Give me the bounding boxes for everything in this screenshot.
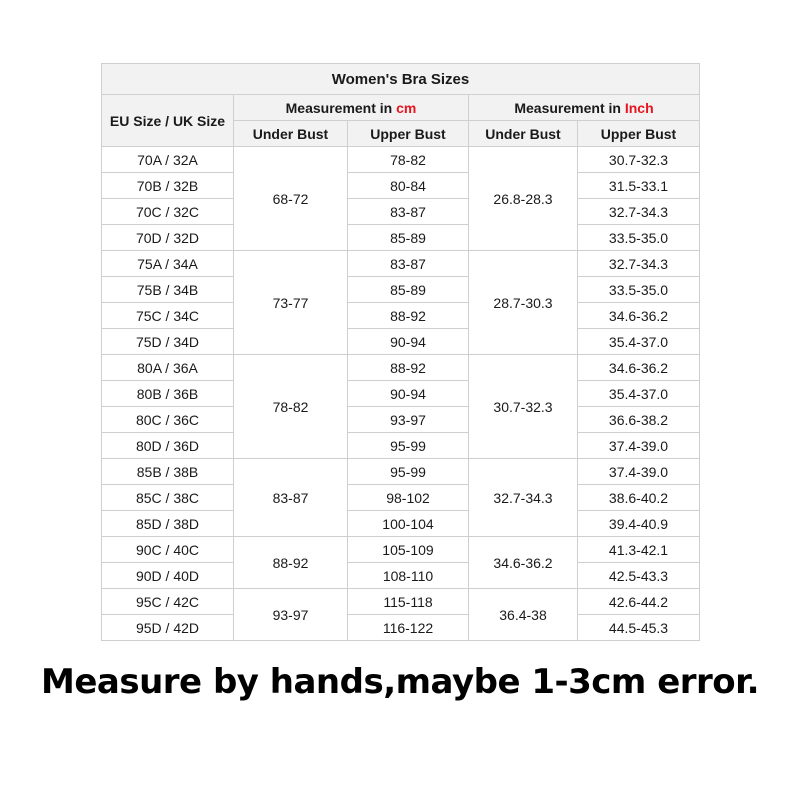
under-bust-inch-cell: 28.7-30.3 xyxy=(469,251,578,355)
size-cell: 70A / 32A xyxy=(102,147,234,173)
upper-bust-inch-cell: 30.7-32.3 xyxy=(578,147,700,173)
upper-bust-cm-cell: 83-87 xyxy=(348,199,469,225)
table-row xyxy=(102,615,700,641)
table-row xyxy=(102,329,700,355)
under-bust-inch-cell: 30.7-32.3 xyxy=(469,355,578,459)
upper-bust-inch-cell: 35.4-37.0 xyxy=(578,381,700,407)
size-cell: 75C / 34C xyxy=(102,303,234,329)
under-bust-inch-cell: 26.8-28.3 xyxy=(469,147,578,251)
upper-bust-inch-cell: 32.7-34.3 xyxy=(578,199,700,225)
under-bust-cm-cell: 73-77 xyxy=(234,251,348,355)
upper-bust-inch-cell: 38.6-40.2 xyxy=(578,485,700,511)
under-bust-cm-cell: 68-72 xyxy=(234,147,348,251)
upper-bust-inch-cell: 42.6-44.2 xyxy=(578,589,700,615)
upper-bust-inch-cell: 37.4-39.0 xyxy=(578,433,700,459)
upper-bust-inch-cell: 35.4-37.0 xyxy=(578,329,700,355)
upper-bust-inch-header: Upper Bust xyxy=(578,121,700,147)
cm-unit-label: cm xyxy=(396,99,417,116)
cm-group-header xyxy=(234,95,469,121)
table-row xyxy=(102,407,700,433)
measurement-note: Measure by hands,maybe 1-3cm error. xyxy=(41,662,759,702)
upper-bust-cm-cell: 85-89 xyxy=(348,277,469,303)
upper-bust-cm-cell: 90-94 xyxy=(348,329,469,355)
upper-bust-inch-cell: 32.7-34.3 xyxy=(578,251,700,277)
cm-group-prefix: Measurement in xyxy=(285,99,397,116)
upper-bust-inch-cell: 42.5-43.3 xyxy=(578,563,700,589)
size-cell: 80B / 36B xyxy=(102,381,234,407)
inch-unit-label: Inch xyxy=(624,99,654,116)
under-bust-cm-cell: 93-97 xyxy=(234,589,348,641)
table-row xyxy=(102,225,700,251)
table-row xyxy=(102,381,700,407)
upper-bust-cm-cell: 98-102 xyxy=(348,485,469,511)
size-cell: 85D / 38D xyxy=(102,511,234,537)
inch-group-header xyxy=(469,95,700,121)
size-cell: 85C / 38C xyxy=(102,485,234,511)
size-header: EU Size / UK Size xyxy=(102,95,234,147)
under-bust-cm-cell: 88-92 xyxy=(234,537,348,589)
upper-bust-cm-cell: 105-109 xyxy=(348,537,469,563)
upper-bust-inch-cell: 31.5-33.1 xyxy=(578,173,700,199)
under-bust-inch-cell: 32.7-34.3 xyxy=(469,459,578,537)
size-cell: 80A / 36A xyxy=(102,355,234,381)
upper-bust-cm-cell: 85-89 xyxy=(348,225,469,251)
under-bust-inch-cell: 36.4-38 xyxy=(469,589,578,641)
size-cell: 70B / 32B xyxy=(102,173,234,199)
size-cell: 70C / 32C xyxy=(102,199,234,225)
table-row xyxy=(102,433,700,459)
size-cell: 95C / 42C xyxy=(102,589,234,615)
under-bust-cm-cell: 83-87 xyxy=(234,459,348,537)
upper-bust-cm-cell: 95-99 xyxy=(348,459,469,485)
size-cell: 95D / 42D xyxy=(102,615,234,641)
upper-bust-cm-cell: 90-94 xyxy=(348,381,469,407)
size-cell: 75A / 34A xyxy=(102,251,234,277)
table-row xyxy=(102,485,700,511)
upper-bust-cm-cell: 88-92 xyxy=(348,303,469,329)
upper-bust-cm-header: Upper Bust xyxy=(348,121,469,147)
size-cell: 75B / 34B xyxy=(102,277,234,303)
table-row xyxy=(102,537,700,563)
table-row xyxy=(102,199,700,225)
table-row xyxy=(102,355,700,381)
upper-bust-cm-cell: 100-104 xyxy=(348,511,469,537)
size-cell: 80D / 36D xyxy=(102,433,234,459)
upper-bust-cm-cell: 108-110 xyxy=(348,563,469,589)
upper-bust-cm-cell: 93-97 xyxy=(348,407,469,433)
inch-group-prefix: Measurement in xyxy=(514,99,625,116)
upper-bust-cm-cell: 116-122 xyxy=(348,615,469,641)
upper-bust-inch-cell: 37.4-39.0 xyxy=(578,459,700,485)
upper-bust-cm-cell: 88-92 xyxy=(348,355,469,381)
under-bust-cm-cell: 78-82 xyxy=(234,355,348,459)
upper-bust-inch-cell: 36.6-38.2 xyxy=(578,407,700,433)
upper-bust-cm-cell: 83-87 xyxy=(348,251,469,277)
size-cell: 85B / 38B xyxy=(102,459,234,485)
table-row xyxy=(102,173,700,199)
size-table-body xyxy=(102,147,700,641)
table-row xyxy=(102,511,700,537)
upper-bust-cm-cell: 80-84 xyxy=(348,173,469,199)
table-row xyxy=(102,147,700,173)
size-cell: 75D / 34D xyxy=(102,329,234,355)
table-row xyxy=(102,277,700,303)
upper-bust-inch-cell: 33.5-35.0 xyxy=(578,277,700,303)
table-row xyxy=(102,459,700,485)
table-row xyxy=(102,303,700,329)
upper-bust-inch-cell: 44.5-45.3 xyxy=(578,615,700,641)
size-cell: 90D / 40D xyxy=(102,563,234,589)
table-title: Women's Bra Sizes xyxy=(102,64,700,95)
size-cell: 70D / 32D xyxy=(102,225,234,251)
upper-bust-cm-cell: 78-82 xyxy=(348,147,469,173)
under-bust-cm-header: Under Bust xyxy=(234,121,348,147)
upper-bust-cm-cell: 115-118 xyxy=(348,589,469,615)
size-cell: 90C / 40C xyxy=(102,537,234,563)
upper-bust-inch-cell: 41.3-42.1 xyxy=(578,537,700,563)
table-row xyxy=(102,563,700,589)
upper-bust-cm-cell: 95-99 xyxy=(348,433,469,459)
upper-bust-inch-cell: 34.6-36.2 xyxy=(578,303,700,329)
table-row xyxy=(102,251,700,277)
upper-bust-inch-cell: 33.5-35.0 xyxy=(578,225,700,251)
table-row xyxy=(102,589,700,615)
upper-bust-inch-cell: 39.4-40.9 xyxy=(578,511,700,537)
size-cell: 80C / 36C xyxy=(102,407,234,433)
under-bust-inch-cell: 34.6-36.2 xyxy=(469,537,578,589)
upper-bust-inch-cell: 34.6-36.2 xyxy=(578,355,700,381)
bra-size-table xyxy=(101,63,700,641)
under-bust-inch-header: Under Bust xyxy=(469,121,578,147)
